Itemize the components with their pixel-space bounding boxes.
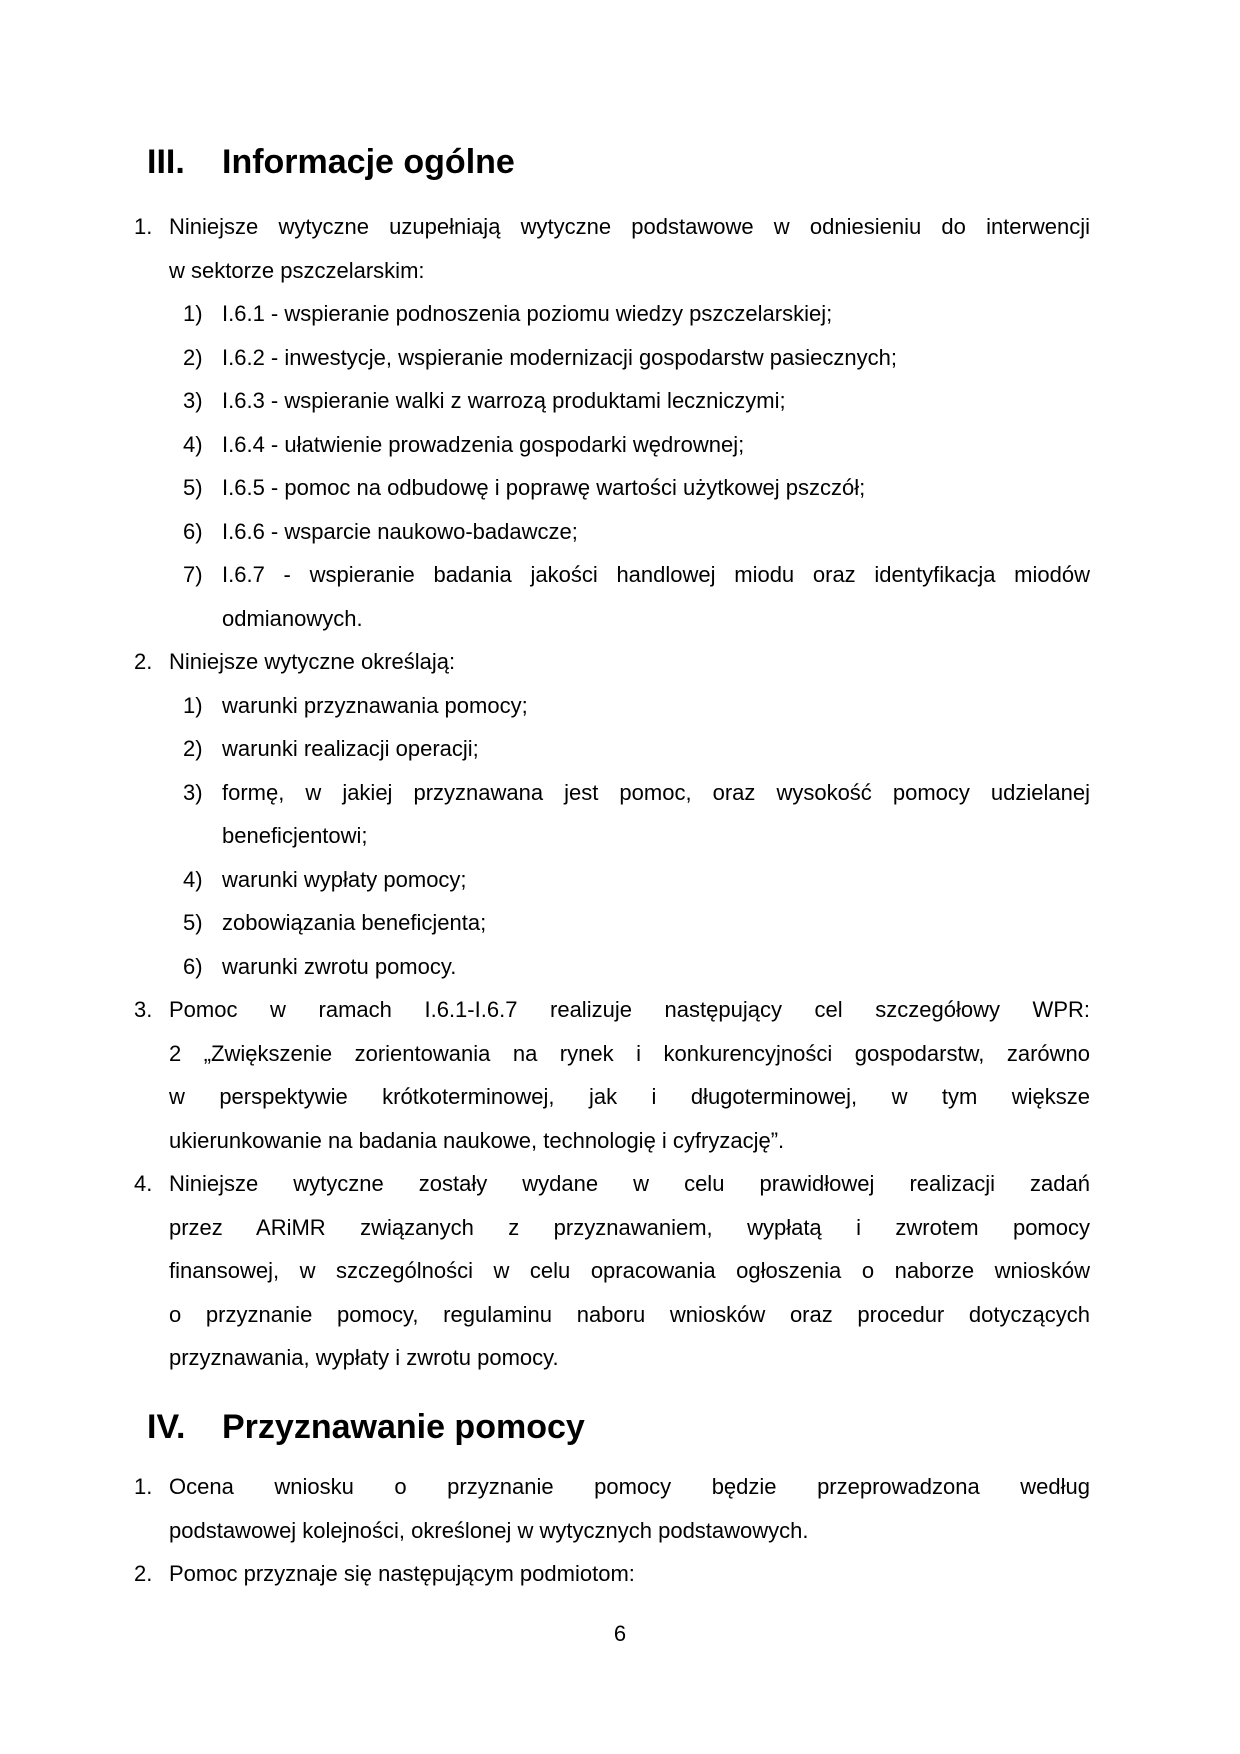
list-marker: 2. — [134, 1561, 153, 1586]
text-line — [134, 988, 1090, 1032]
text-line — [134, 684, 1090, 728]
heading-title: Informacje ogólne — [222, 143, 515, 181]
text-line — [134, 249, 1090, 293]
line-text: warunki realizacji operacji; — [222, 736, 479, 761]
line-text: beneficjentowi; — [222, 823, 368, 848]
list-marker: 5) — [183, 475, 203, 500]
text-line — [134, 901, 1090, 945]
heading-number: III. — [147, 143, 185, 181]
list-marker: 1. — [134, 1474, 153, 1499]
text-line — [134, 1465, 1090, 1509]
line-text: I.6.5 - pomoc na odbudowę i poprawę wartości użytkowej pszczół; — [222, 475, 866, 500]
text-line — [134, 292, 1090, 336]
line-text: Niniejsze wytyczne uzupełniają wytyczne podstawowe w odniesieniu do interwencji — [169, 214, 1090, 239]
line-text: I.6.3 - wspieranie walki z warrozą produktami leczniczymi; — [222, 388, 786, 413]
list-marker: 3. — [134, 997, 153, 1022]
list-marker: 4) — [183, 431, 203, 457]
text-line — [134, 1509, 1090, 1553]
text-line — [134, 1206, 1090, 1250]
text-line — [134, 771, 1090, 815]
text-line — [134, 945, 1090, 989]
line-text: w sektorze pszczelarskim: — [169, 257, 425, 283]
text-line — [134, 1032, 1090, 1076]
line-text: Pomoc w ramach I.6.1-I.6.7 realizuje następujący cel szczegółowy WPR: — [169, 997, 1090, 1022]
page-number: 6 — [613, 1621, 627, 1646]
line-text: Niniejsze wytyczne zostały wydane w celu prawidłowej realizacji zadań — [169, 1171, 1090, 1196]
text-line — [134, 814, 1090, 858]
text-line — [134, 379, 1090, 423]
list-marker: 1) — [183, 301, 203, 326]
line-text: w perspektywie krótkoterminowej, jak i długoterminowej, w tym większe — [169, 1084, 1090, 1109]
text-line — [134, 1336, 1090, 1380]
text-line — [134, 1075, 1090, 1119]
text-line — [134, 553, 1090, 597]
text-line — [134, 858, 1090, 902]
text-line — [134, 1293, 1090, 1337]
line-text: 2 „Zwiększenie zorientowania na rynek i konkurencyjności gospodarstw, zarówno — [169, 1040, 1090, 1066]
list-block — [134, 1465, 1090, 1596]
line-text: Niniejsze wytyczne określają: — [169, 649, 456, 674]
text-line — [134, 1162, 1090, 1206]
list-marker: 1. — [134, 214, 153, 239]
line-text: I.6.7 - wspieranie badania jakości handlowej miodu oraz identyfikacja miodów — [222, 562, 1090, 587]
line-text: ukierunkowanie na badania naukowe, technologię i cyfryzację”. — [169, 1127, 785, 1153]
list-marker: 2. — [134, 649, 153, 674]
text-line — [134, 336, 1090, 380]
line-text: I.6.1 - wspieranie podnoszenia poziomu wiedzy pszczelarskiej; — [222, 301, 833, 326]
line-text: przez ARiMR związanych z przyznawaniem, wypłatą i zwrotem pomocy — [169, 1214, 1090, 1240]
line-text: I.6.6 - wsparcie naukowo-badawcze; — [222, 518, 578, 544]
line-text: przyznawania, wypłaty i zwrotu pomocy. — [169, 1345, 559, 1370]
text-line — [134, 423, 1090, 467]
section-heading — [134, 139, 1090, 185]
line-text: zobowiązania beneficjenta; — [222, 910, 487, 935]
line-text: warunki zwrotu pomocy. — [222, 953, 457, 979]
text-line — [134, 727, 1090, 771]
line-text: I.6.2 - inwestycje, wspieranie modernizacji gospodarstw pasiecznych; — [222, 344, 897, 370]
list-marker: 2) — [183, 736, 203, 761]
line-text: formę, w jakiej przyznawana jest pomoc, oraz wysokość pomocy udzielanej — [222, 779, 1090, 805]
list-marker: 4) — [183, 866, 203, 892]
line-text: finansowej, w szczególności w celu opracowania ogłoszenia o naborze wniosków — [169, 1258, 1090, 1283]
list-marker: 6) — [183, 518, 203, 544]
text-line — [134, 510, 1090, 554]
list-marker: 5) — [183, 910, 203, 935]
text-line — [134, 466, 1090, 510]
text-line — [134, 640, 1090, 684]
document-content — [134, 0, 1090, 1754]
list-marker: 6) — [183, 953, 203, 979]
text-line — [134, 1552, 1090, 1596]
line-text: Pomoc przyznaje się następującym podmiotom: — [169, 1561, 635, 1586]
line-text: podstawowej kolejności, określonej w wytycznych podstawowych. — [169, 1517, 809, 1543]
heading-number: IV. — [147, 1408, 186, 1446]
text-line — [134, 597, 1090, 641]
line-text: warunki przyznawania pomocy; — [222, 692, 528, 718]
line-text: o przyznanie pomocy, regulaminu naboru wniosków oraz procedur dotyczących — [169, 1301, 1090, 1327]
line-text: odmianowych. — [222, 605, 363, 631]
section-heading — [134, 1404, 1090, 1450]
list-marker: 1) — [183, 692, 203, 718]
list-marker: 2) — [183, 344, 203, 370]
line-text: warunki wypłaty pomocy; — [222, 866, 467, 892]
line-text: I.6.4 - ułatwienie prowadzenia gospodarki wędrownej; — [222, 431, 745, 457]
list-marker: 3) — [183, 779, 203, 805]
list-marker: 3) — [183, 388, 203, 413]
line-text: Ocena wniosku o przyznanie pomocy będzie przeprowadzona według — [169, 1474, 1090, 1499]
heading-title: Przyznawanie pomocy — [222, 1408, 585, 1446]
text-line — [134, 205, 1090, 249]
text-line — [134, 1119, 1090, 1163]
list-marker: 4. — [134, 1171, 153, 1196]
list-marker: 7) — [183, 562, 203, 587]
list-block — [134, 205, 1090, 1380]
text-line — [134, 1249, 1090, 1293]
